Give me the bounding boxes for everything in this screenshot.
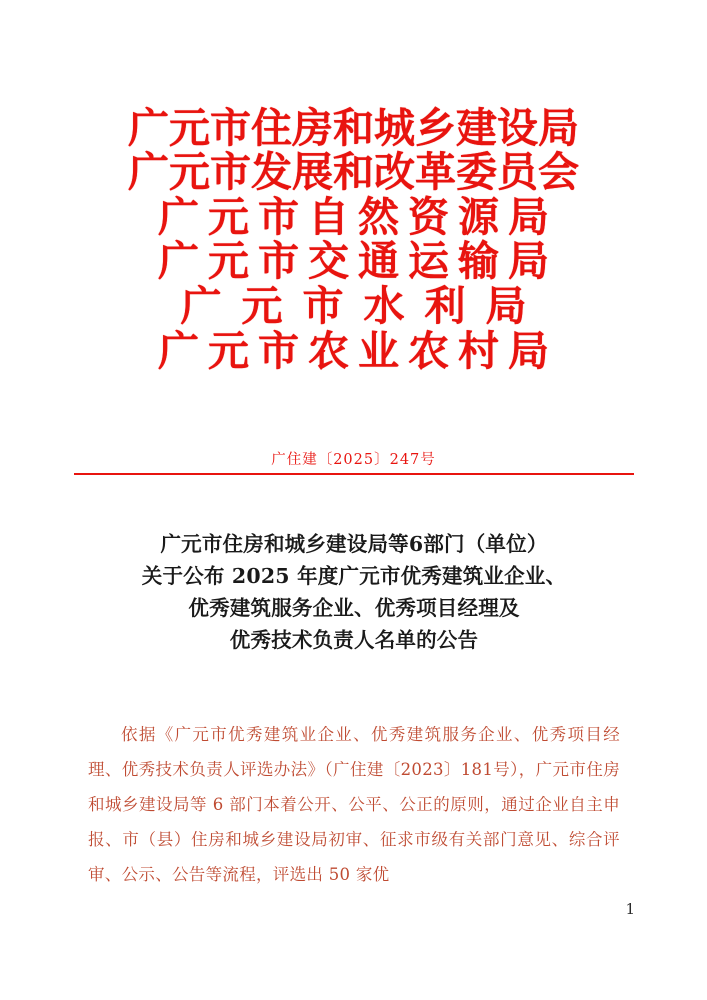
letterhead-line-3: 广元市自然资源局: [158, 192, 558, 241]
letterhead-line-6: 广元市农业农村局: [158, 327, 558, 376]
page-number: 1: [625, 900, 635, 918]
letterhead-line-5: 广元市水利局: [180, 282, 547, 331]
title-line-2: 关于公布 2025 年度广元市优秀建筑业企业、: [141, 564, 567, 588]
title-line-4: 优秀技术负责人名单的公告: [229, 628, 479, 652]
letterhead-line-2: 广元市发展和改革委员会: [128, 147, 579, 196]
document-title: [78, 528, 630, 656]
letterhead: [0, 104, 707, 376]
red-divider-rule: [74, 473, 634, 475]
document-number-wrap: [0, 448, 707, 469]
title-line-1: 广元市住房和城乡建设局等6部门（单位）: [160, 532, 548, 556]
document-number: 广住建〔2025〕247号: [271, 452, 436, 468]
letterhead-line-4: 广元市交通运输局: [158, 237, 558, 286]
letterhead-line-1: 广元市住房和城乡建设局: [128, 104, 579, 152]
body-paragraph: 依据《广元市优秀建筑业企业、优秀建筑服务企业、优秀项目经理、优秀技术负责人评选办法》（广住建〔2023〕181号），广元市住房和城乡建设局等 6 部门本着公开、公平、公正的原则，通过企业自主申报、市（县）住房和城乡建设局初审、征求市级有关部门意见、综合评审、公示、公告等流程，评选出 50 家优: [88, 724, 620, 884]
document-body: [88, 700, 620, 908]
title-line-3: 优秀建筑服务企业、优秀项目经理及: [188, 596, 520, 620]
